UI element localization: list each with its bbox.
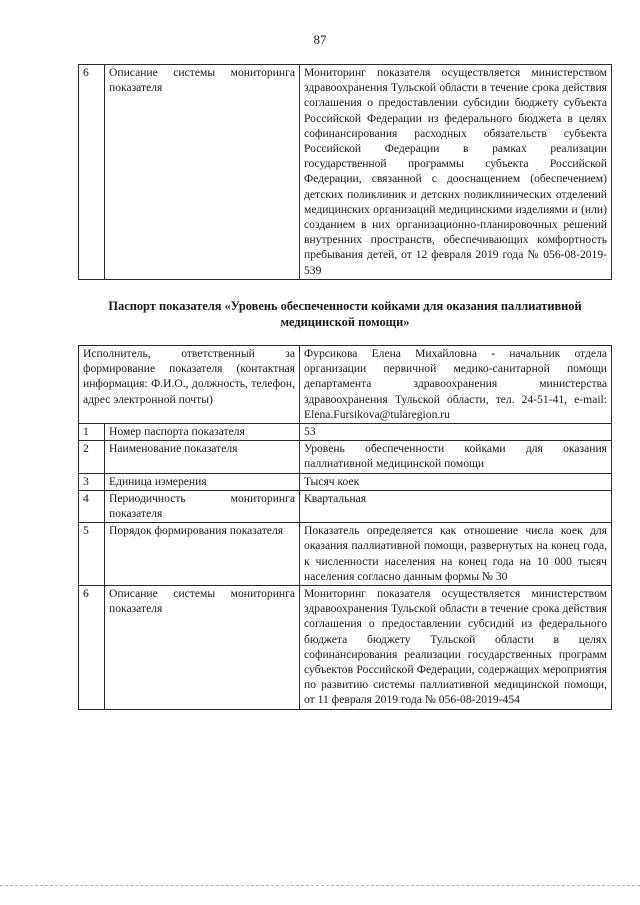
row-number: 3 [79, 473, 105, 490]
row-label: Описание системы мониторинга показателя [105, 65, 300, 280]
section-title: Паспорт показателя «Уровень обеспеченности койками для оказания паллиативной медицинской помощи» [108, 299, 582, 329]
row-number: 4 [79, 490, 105, 522]
table-header-row [79, 346, 612, 424]
table-row [79, 490, 612, 522]
footer-scan-line [0, 885, 640, 890]
row-label: Периодичность мониторинга показателя [105, 490, 300, 522]
row-number: 5 [79, 523, 105, 586]
indicator-passport-table [78, 345, 612, 710]
row-number: 2 [79, 441, 105, 473]
row-value: Мониторинг показателя осуществляется министерством здравоохранения Тульской области в течение срока действия соглашения о предоставлении субсидий из федерального бюджета бюджету Тульской области в целях софинансирования реализации государственных программ субъектов Российской Федерации, содержащих мероприятия по развитию системы паллиативной медицинской помощи, от 11 февраля 2019 года № 056-08-2019-454 [300, 586, 612, 710]
row-label: Наименование показателя [105, 441, 300, 473]
table-row [79, 441, 612, 473]
row-label: Единица измерения [105, 473, 300, 490]
table-row [79, 586, 612, 710]
row-label: Номер паспорта показателя [105, 424, 300, 441]
row-number: 6 [79, 65, 105, 280]
row-value: Квартальная [300, 490, 612, 522]
indicator-table-continued [78, 64, 612, 280]
row-number: 1 [79, 424, 105, 441]
row-value: Показатель определяется как отношение числа коек для оказания паллиативной помощи, развернутых на конец года, к численности населения на конец года на 10 000 тысяч населения согласно данным формы № 30 [300, 523, 612, 586]
row-label: Описание системы мониторинга показателя [105, 586, 300, 710]
table-row [79, 523, 612, 586]
table-row [79, 424, 612, 441]
row-value: Тысяч коек [300, 473, 612, 490]
responsible-label: Исполнитель, ответственный за формирование показателя (контактная информация: Ф.И.О., должность, телефон, адрес электронной почты) [79, 346, 300, 424]
responsible-value: Фурсикова Елена Михайловна - начальник отдела организации первичной медико-санитарной помощи департамента здравоохранения министерства здравоохранения Тульской области, тел. 24-51-41, e-mail: Elena.Fursikova@tularegion.ru [300, 346, 612, 424]
table-row [79, 473, 612, 490]
row-value: Мониторинг показателя осуществляется министерством здравоохранения Тульской области в течение срока действия соглашения о предоставлении субсидии бюджету субъекта Российской Федерации из федерального бюджета в целях софинансирования расходных обязательств субъекта Российской Федерации в рамках реализации государственной программы субъекта Российской Федерации, связанной с дооснащением (обеспечением) детских поликлиник и детских поликлинических отделений медицинских организаций медицинскими изделиями и (или) созданием в них организационно-планировочных решений внутренних пространств, обеспечивающих комфортность пребывания детей, от 12 февраля 2019 года № 056-08-2019-539 [300, 65, 612, 280]
row-label: Порядок формирования показателя [105, 523, 300, 586]
page-number: 87 [313, 32, 327, 47]
row-value: 53 [300, 424, 612, 441]
row-number: 6 [79, 586, 105, 710]
table-row [79, 65, 612, 280]
row-value: Уровень обеспеченности койками для оказания паллиативной медицинской помощи [300, 441, 612, 473]
